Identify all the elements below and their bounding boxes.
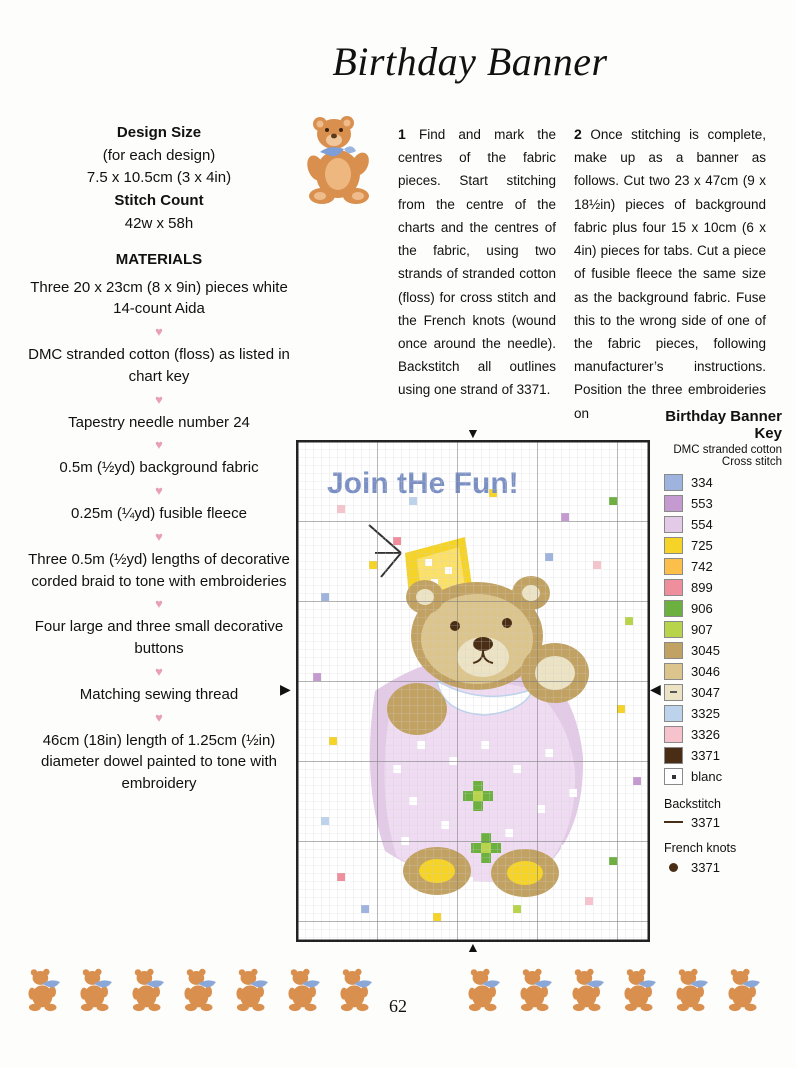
color-label: 554 (691, 517, 713, 532)
color-swatch (664, 642, 683, 659)
heart-icon: ♥ (155, 324, 163, 339)
chart-grid (296, 440, 650, 942)
color-label: 3047 (691, 685, 720, 700)
step-number: 2 (574, 126, 582, 142)
key-subtitle: DMC stranded cotton (673, 444, 782, 456)
key-row (664, 493, 790, 514)
cross-stitch-chart (280, 425, 661, 955)
heart-icon: ♥ (155, 483, 163, 498)
french-knot-dot-icon (664, 863, 683, 872)
instruction-step-2 (574, 122, 766, 425)
key-row (664, 472, 790, 493)
color-swatch (664, 474, 683, 491)
step-text: Find and mark the centres of the fabric pieces. Start stitching from the centre of the charts and the centres of the fabric, using two strands of stranded cotton (floss) for cross stitch and the French knots (wound once around the needle). Backstitch all outlines using one strand of 3371. (398, 127, 556, 398)
heart-icon: ♥ (155, 663, 163, 679)
key-row (664, 598, 790, 619)
color-label: blanc (691, 769, 723, 784)
materials-item: Four large and three small decorative buttons (34, 618, 284, 657)
key-row (664, 640, 790, 661)
materials-item: Matching sewing thread (79, 685, 239, 703)
centre-arrow-left: ▶ (280, 681, 291, 697)
centre-arrow-top: ▼ (466, 425, 480, 441)
color-swatch (664, 537, 683, 554)
materials-item: 0.5m (½yd) background fabric (59, 459, 259, 477)
design-info-column (28, 122, 290, 795)
color-swatch (664, 747, 683, 764)
key-row (664, 703, 790, 724)
color-swatch (664, 705, 683, 722)
heart-icon: ♥ (155, 437, 163, 453)
key-row (664, 766, 790, 787)
backstitch-heading: Backstitch (664, 797, 721, 811)
color-label: 899 (691, 580, 713, 595)
materials-item: DMC stranded cotton (floss) as listed in chart key (28, 346, 290, 385)
step-text: Once stitching is complete, make up as a banner as follows. Cut two 23 x 47cm (9 x 18½in) pieces of background fabric plus four 15 x 10cm (6 x 4in) pieces for tabs. Cut a piece of fusible fleece the same size as the background fabric. Fuse this to the wrong side of one of the fabric pieces, following manufacturer’s instructions. Position the three embroideries on (574, 127, 766, 421)
french-knots-heading: French knots (664, 841, 737, 855)
color-swatch (664, 516, 683, 533)
french-knots-row (664, 857, 790, 877)
key-row (664, 724, 790, 745)
color-label: 3371 (691, 748, 720, 763)
key-row (664, 577, 790, 598)
materials-item: Three 0.5m (½yd) lengths of decorative corded braid to tone with embroideries (28, 550, 290, 590)
color-swatch (664, 726, 683, 743)
backstitch-label: 3371 (691, 814, 720, 830)
page-title: Birthday Banner (332, 39, 608, 84)
materials-item: Tapestry needle number 24 (68, 413, 250, 431)
step-number: 1 (398, 126, 406, 142)
stitch-count-value: 42w x 58h (124, 215, 194, 232)
backstitch-row (664, 813, 790, 831)
color-label: 3326 (691, 727, 720, 742)
color-label: 334 (691, 475, 713, 490)
key-row (664, 514, 790, 535)
color-swatch (664, 495, 683, 512)
materials-item: 0.25m (¼yd) fusible fleece (71, 505, 247, 522)
backstitch-line-icon (664, 821, 683, 823)
chart-key-panel (664, 408, 790, 877)
teddy-bear-border-strip (22, 962, 774, 1028)
centre-arrow-bottom: ▲ (466, 939, 480, 955)
key-row (664, 535, 790, 556)
materials-item: Three 20 x 23cm (8 x 9in) pieces white 14-count Aida (30, 278, 288, 318)
color-label: 3045 (691, 643, 720, 658)
key-row (664, 619, 790, 640)
instruction-step-1 (398, 122, 556, 402)
color-swatch (664, 558, 683, 575)
heart-icon: ♥ (155, 596, 163, 612)
materials-heading: MATERIALS (115, 250, 203, 268)
french-knots-label: 3371 (691, 859, 720, 875)
design-size-value: 7.5 x 10.5cm (3 x 4in) (86, 168, 232, 186)
heart-icon: ♥ (155, 528, 163, 544)
key-row (664, 745, 790, 766)
color-label: 3325 (691, 706, 720, 721)
color-label: 725 (691, 538, 713, 553)
color-label: 907 (691, 622, 713, 637)
page-number: 62 (389, 996, 407, 1016)
key-section-cross-stitch: Cross stitch (721, 456, 782, 468)
color-label: 553 (691, 496, 713, 511)
color-swatch (664, 663, 683, 680)
design-size-heading: Design Size (116, 124, 202, 141)
centre-arrow-right: ◀ (650, 681, 661, 697)
design-size-note: (for each design) (102, 146, 216, 164)
key-title: Birthday Banner Key (665, 408, 782, 442)
teddy-bear-illustration (300, 112, 384, 208)
color-swatch (664, 684, 683, 701)
color-swatch (664, 600, 683, 617)
heart-icon: ♥ (155, 391, 163, 407)
key-row (664, 661, 790, 682)
dash-symbol (670, 691, 677, 693)
heart-icon: ♥ (155, 709, 163, 725)
key-row (664, 682, 790, 703)
stitch-count-heading: Stitch Count (114, 192, 204, 210)
dot-symbol (672, 775, 676, 779)
color-swatch (664, 621, 683, 638)
color-swatch (664, 768, 683, 785)
color-label: 742 (691, 559, 713, 574)
color-label: 3046 (691, 664, 720, 679)
key-row (664, 556, 790, 577)
materials-item: 46cm (18in) length of 1.25cm (½in) diameter dowel painted to tone with embroidery (41, 731, 277, 792)
color-swatch (664, 579, 683, 596)
color-label: 906 (691, 601, 713, 616)
